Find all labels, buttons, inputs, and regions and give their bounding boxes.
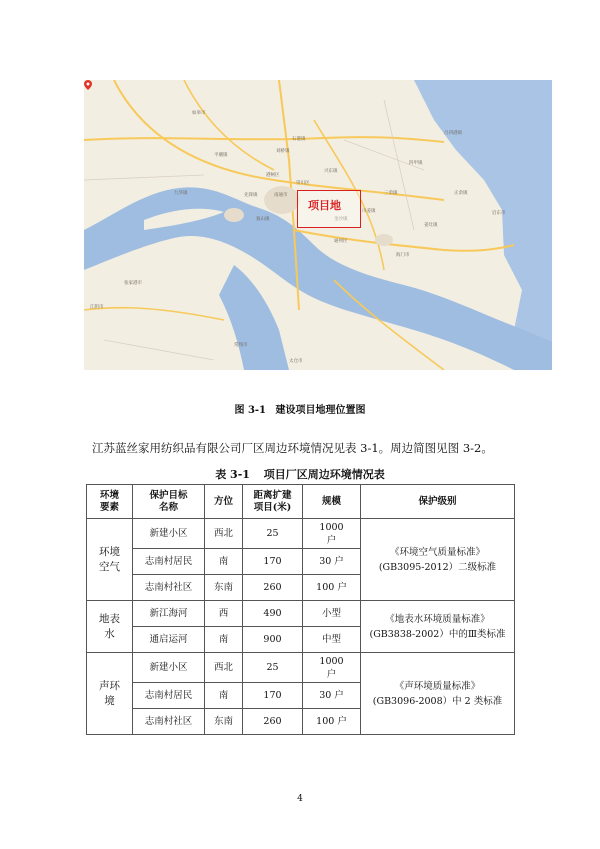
map-place-label: 海门市 xyxy=(396,253,410,258)
map-place-label: 四甲镇 xyxy=(409,161,423,166)
standard-line: (GB3838-2002）中的Ⅲ类标准 xyxy=(369,628,506,640)
scale-line: 户 xyxy=(326,534,337,546)
target-name-cell: 新建小区 xyxy=(133,653,205,683)
header-target-line: 保护目标 xyxy=(149,489,188,501)
header-scale: 规模 xyxy=(303,485,361,519)
header-direction: 方位 xyxy=(205,485,243,519)
scale-cell xyxy=(303,519,361,549)
target-name-cell: 志南村居民 xyxy=(133,549,205,575)
table-row xyxy=(87,601,515,627)
header-element-line: 要素 xyxy=(99,501,119,513)
map-place-label: 川姜镇 xyxy=(362,209,376,214)
figure-caption xyxy=(0,401,600,416)
distance-cell: 260 xyxy=(243,575,303,601)
header-element-line: 环境 xyxy=(99,489,119,501)
table-header-row xyxy=(87,485,515,519)
element-line: 境 xyxy=(104,694,115,707)
map-place-label: 太仓市 xyxy=(289,359,303,364)
scale-line: 户 xyxy=(326,668,337,680)
direction-cell: 西北 xyxy=(205,653,243,683)
map-place-label: 江阴市 xyxy=(90,305,104,310)
map-place-label: 石港镇 xyxy=(292,137,306,142)
map-place-label: 狼山镇 xyxy=(256,217,270,222)
map-place-label: 常熟市 xyxy=(234,343,248,348)
scale-cell: 30 户 xyxy=(303,549,361,575)
direction-cell: 西 xyxy=(205,601,243,627)
header-target xyxy=(133,485,205,519)
scale-cell xyxy=(303,653,361,683)
figure-number: 图 3-1 xyxy=(234,405,267,416)
header-distance-line: 距离扩建 xyxy=(253,489,292,501)
distance-cell: 490 xyxy=(243,601,303,627)
map-place-label: 平潮镇 xyxy=(214,153,228,158)
standard-line: 《环境空气质量标准》 xyxy=(389,546,485,558)
map-place-label: 三余镇 xyxy=(384,191,398,196)
environment-table xyxy=(86,484,515,735)
target-name-cell: 新建小区 xyxy=(133,519,205,549)
element-line: 水 xyxy=(104,627,115,640)
header-level: 保护级别 xyxy=(361,485,515,519)
direction-cell: 南 xyxy=(205,627,243,653)
scale-cell: 小型 xyxy=(303,601,361,627)
map-place-label: 南通市 xyxy=(274,193,288,198)
target-name-cell: 志南村社区 xyxy=(133,709,205,735)
scale-line: 1000 xyxy=(319,655,344,667)
body-paragraph: 江苏蓝丝家用纺织品有限公司厂区周边环境情况见表 3-1。周边简图见图 3-2。 xyxy=(92,441,493,455)
header-element xyxy=(87,485,133,519)
scale-cell: 100 户 xyxy=(303,709,361,735)
map-place-label: 张家港市 xyxy=(124,281,142,286)
element-cell xyxy=(87,601,133,653)
standard-line: (GB3096-2008）中 2 类标准 xyxy=(372,695,503,707)
header-distance xyxy=(243,485,303,519)
element-cell xyxy=(87,653,133,735)
element-line: 地表 xyxy=(99,612,120,625)
map-place-label: 正余镇 xyxy=(454,191,468,196)
direction-cell: 东南 xyxy=(205,575,243,601)
direction-cell: 东南 xyxy=(205,709,243,735)
target-name-cell: 志南村社区 xyxy=(133,575,205,601)
direction-cell: 西北 xyxy=(205,519,243,549)
standard-cell xyxy=(361,519,515,601)
standard-line: 《声环境质量标准》 xyxy=(394,680,481,692)
standard-line: 《地表水环境质量标准》 xyxy=(385,613,490,625)
standard-line: (GB3095-2012）二级标准 xyxy=(378,561,497,573)
target-name-cell: 新江海河 xyxy=(133,601,205,627)
map-place-label: 姜灶镇 xyxy=(424,223,438,228)
scale-cell: 100 户 xyxy=(303,575,361,601)
element-line: 声环 xyxy=(99,679,120,692)
direction-cell: 南 xyxy=(205,549,243,575)
scale-line: 1000 xyxy=(319,521,344,533)
map-place-label: 金沙镇 xyxy=(334,217,348,222)
element-line: 环境 xyxy=(99,545,120,558)
header-target-line: 名称 xyxy=(158,501,178,513)
target-name-cell: 志南村居民 xyxy=(133,683,205,709)
project-location-label: 项目地 xyxy=(308,199,341,212)
location-map xyxy=(84,80,552,370)
scale-cell: 30 户 xyxy=(303,683,361,709)
map-place-label: 崇川区 xyxy=(296,181,310,186)
target-name-cell: 通启运河 xyxy=(133,627,205,653)
distance-cell: 260 xyxy=(243,709,303,735)
map-place-label: 刘桥镇 xyxy=(276,149,290,154)
distance-cell: 170 xyxy=(243,683,303,709)
map-place-label: 九华镇 xyxy=(174,191,188,196)
page-number: 4 xyxy=(297,794,303,804)
standard-cell xyxy=(361,601,515,653)
map-place-label: 如皋市 xyxy=(192,111,206,116)
scale-cell: 中型 xyxy=(303,627,361,653)
map-place-label: 吕四港镇 xyxy=(444,131,462,136)
distance-cell: 900 xyxy=(243,627,303,653)
figure-title: 建设项目地理位置图 xyxy=(275,405,366,416)
table-title xyxy=(0,466,600,482)
map-place-label: 通州区 xyxy=(334,239,348,244)
map-place-label: 启东市 xyxy=(492,211,506,216)
header-distance-line: 项目(米) xyxy=(253,501,292,513)
distance-cell: 25 xyxy=(243,519,303,549)
map-place-label: 港闸区 xyxy=(266,173,280,178)
map-place-label: 兴东镇 xyxy=(324,169,338,174)
table-row xyxy=(87,519,515,549)
distance-cell: 170 xyxy=(243,549,303,575)
standard-cell xyxy=(361,653,515,735)
map-place-label: 先锋镇 xyxy=(244,193,258,198)
element-cell xyxy=(87,519,133,601)
table-number: 表 3-1 xyxy=(215,468,250,481)
table-row xyxy=(87,653,515,683)
table-title-text: 项目厂区周边环境情况表 xyxy=(263,468,385,481)
element-line: 空气 xyxy=(99,560,120,573)
distance-cell: 25 xyxy=(243,653,303,683)
location-pin-icon xyxy=(84,80,92,90)
direction-cell: 南 xyxy=(205,683,243,709)
